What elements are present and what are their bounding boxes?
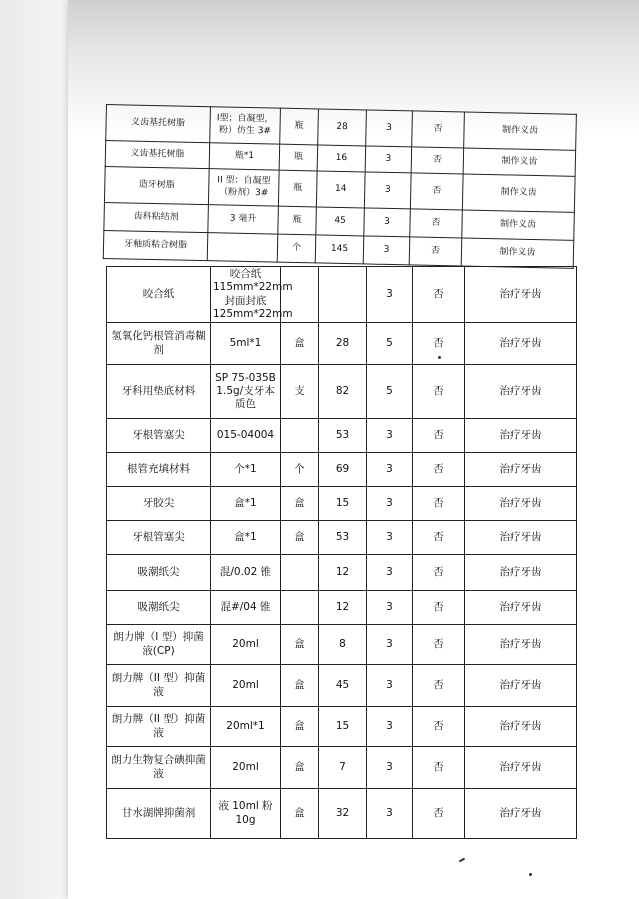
spec-cell: 咬合纸 115mm*22mm 封面封底 125mm*22mm — [211, 267, 281, 323]
table-row — [107, 267, 577, 323]
quantity-cell: 3 — [367, 665, 413, 707]
quantity-cell: 3 — [366, 110, 413, 147]
price-cell: 16 — [317, 145, 366, 172]
background-edge — [0, 0, 68, 899]
quantity-cell: 3 — [364, 172, 411, 209]
unit-cell: 盒 — [281, 747, 319, 789]
quantity-cell: 5 — [367, 365, 413, 419]
spec-cell: 015-04004 — [211, 419, 281, 453]
flag-cell: 否 — [413, 625, 465, 665]
flag-cell: 否 — [411, 147, 464, 174]
table-row — [107, 665, 577, 707]
price-cell — [319, 267, 367, 323]
item-name-cell: 根管充填材料 — [107, 453, 211, 487]
unit-cell: 盒 — [281, 487, 319, 521]
item-name-cell: 吸潮纸尖 — [107, 555, 211, 591]
price-cell: 8 — [319, 625, 367, 665]
quantity-cell: 3 — [365, 146, 412, 173]
stray-mark — [438, 356, 441, 359]
quantity-cell: 3 — [367, 521, 413, 555]
quantity-cell: 3 — [367, 625, 413, 665]
flag-cell: 否 — [413, 419, 465, 453]
item-name-cell: 朗力生物复合碘抑菌液 — [107, 747, 211, 789]
item-name-cell: 朗力牌（II 型）抑菌液 — [107, 665, 211, 707]
quantity-cell: 3 — [367, 555, 413, 591]
item-name-cell: 朗力牌（II 型）抑菌液 — [107, 707, 211, 747]
quantity-cell: 3 — [367, 707, 413, 747]
purpose-cell: 制作义齿 — [462, 210, 575, 240]
supply-table-upper — [103, 104, 577, 269]
unit-cell: 盒 — [281, 323, 319, 365]
price-cell: 12 — [319, 591, 367, 625]
spec-cell: 盒*1 — [211, 521, 281, 555]
table-row — [107, 487, 577, 521]
price-cell: 12 — [319, 555, 367, 591]
purpose-cell: 治疗牙齿 — [465, 487, 577, 521]
purpose-cell: 治疗牙齿 — [465, 789, 577, 839]
flag-cell: 否 — [413, 323, 465, 365]
item-name-cell: 牙科用垫底材料 — [107, 365, 211, 419]
flag-cell: 否 — [413, 267, 465, 323]
spec-cell: 20ml — [211, 747, 281, 789]
flag-cell: 否 — [413, 555, 465, 591]
unit-cell: 瓶 — [279, 144, 318, 171]
unit-cell — [281, 419, 319, 453]
purpose-cell: 治疗牙齿 — [465, 707, 577, 747]
item-name-cell: 齿科粘结剂 — [104, 202, 209, 232]
table-row — [107, 323, 577, 365]
spec-cell: 盒*1 — [211, 487, 281, 521]
item-name-cell: 氢氧化钙根管消毒糊剂 — [107, 323, 211, 365]
price-cell: 14 — [316, 171, 365, 208]
spec-cell: 混#/04 锥 — [211, 591, 281, 625]
flag-cell: 否 — [409, 237, 462, 266]
unit-cell — [281, 591, 319, 625]
price-cell: 53 — [319, 419, 367, 453]
flag-cell: 否 — [413, 365, 465, 419]
price-cell: 7 — [319, 747, 367, 789]
spec-cell: 混/0.02 锥 — [211, 555, 281, 591]
table-row — [107, 453, 577, 487]
flag-cell: 否 — [413, 453, 465, 487]
spec-cell: 液 10ml 粉 10g — [211, 789, 281, 839]
price-cell: 15 — [319, 487, 367, 521]
unit-cell: 个 — [277, 234, 316, 263]
item-name-cell: 吸潮纸尖 — [107, 591, 211, 625]
spec-cell: 3 毫升 — [208, 205, 279, 234]
purpose-cell: 制作义齿 — [463, 148, 576, 176]
spec-cell: 20ml*1 — [211, 707, 281, 747]
item-name-cell: 牙釉质粘合树脂 — [103, 230, 208, 260]
unit-cell: 瓶 — [278, 170, 317, 207]
spec-cell — [207, 233, 278, 262]
purpose-cell: 制作义齿 — [464, 112, 577, 150]
table-row — [107, 591, 577, 625]
item-name-cell: 牙胶尖 — [107, 487, 211, 521]
flag-cell: 否 — [413, 747, 465, 789]
quantity-cell: 5 — [367, 323, 413, 365]
table-row — [107, 707, 577, 747]
unit-cell: 盒 — [281, 665, 319, 707]
table-row — [107, 419, 577, 453]
price-cell: 45 — [319, 665, 367, 707]
purpose-cell: 治疗牙齿 — [465, 665, 577, 707]
quantity-cell: 3 — [367, 267, 413, 323]
item-name-cell: 义齿基托树脂 — [105, 141, 210, 169]
purpose-cell: 治疗牙齿 — [465, 747, 577, 789]
unit-cell: 盒 — [281, 789, 319, 839]
item-name-cell: 造牙树脂 — [104, 166, 209, 204]
flag-cell: 否 — [413, 591, 465, 625]
unit-cell: 个 — [281, 453, 319, 487]
table-row — [107, 365, 577, 419]
unit-cell: 盒 — [281, 625, 319, 665]
spec-cell: SP 75-035B 1.5g/支牙本质色 — [211, 365, 281, 419]
unit-cell: 盒 — [281, 707, 319, 747]
quantity-cell: 3 — [367, 419, 413, 453]
flag-cell: 否 — [412, 111, 465, 148]
spec-cell: 20ml — [211, 625, 281, 665]
purpose-cell: 制作义齿 — [461, 238, 574, 268]
purpose-cell: 制作义齿 — [462, 174, 575, 212]
unit-cell: 支 — [281, 365, 319, 419]
quantity-cell: 3 — [367, 591, 413, 625]
quantity-cell: 3 — [367, 747, 413, 789]
purpose-cell: 治疗牙齿 — [465, 323, 577, 365]
table-row — [107, 789, 577, 839]
table-row — [107, 747, 577, 789]
price-cell: 28 — [319, 323, 367, 365]
table-row — [107, 625, 577, 665]
table-row — [107, 521, 577, 555]
price-cell: 15 — [319, 707, 367, 747]
item-name-cell: 牙根管塞尖 — [107, 521, 211, 555]
purpose-cell: 治疗牙齿 — [465, 625, 577, 665]
unit-cell: 瓶 — [280, 108, 319, 145]
table-row — [107, 555, 577, 591]
quantity-cell: 3 — [364, 208, 411, 237]
price-cell: 53 — [319, 521, 367, 555]
purpose-cell: 治疗牙齿 — [465, 419, 577, 453]
spec-cell: 个*1 — [211, 453, 281, 487]
purpose-cell: 治疗牙齿 — [465, 555, 577, 591]
quantity-cell: 3 — [367, 453, 413, 487]
flag-cell: 否 — [410, 173, 463, 210]
item-name-cell: 朗力牌（I 型）抑菌液(CP) — [107, 625, 211, 665]
purpose-cell: 治疗牙齿 — [465, 591, 577, 625]
purpose-cell: 治疗牙齿 — [465, 453, 577, 487]
flag-cell: 否 — [413, 789, 465, 839]
flag-cell: 否 — [413, 665, 465, 707]
price-cell: 69 — [319, 453, 367, 487]
price-cell: 145 — [315, 235, 364, 264]
quantity-cell: 3 — [367, 487, 413, 521]
price-cell: 28 — [318, 109, 367, 146]
price-cell: 45 — [316, 207, 365, 236]
item-name-cell: 甘水湖牌抑菌剂 — [107, 789, 211, 839]
purpose-cell: 治疗牙齿 — [465, 267, 577, 323]
flag-cell: 否 — [410, 209, 463, 238]
spec-cell: 瓶*1 — [209, 143, 280, 170]
stray-mark — [529, 873, 532, 876]
quantity-cell: 3 — [367, 789, 413, 839]
item-name-cell: 义齿基托树脂 — [106, 105, 211, 143]
supply-table-lower — [106, 266, 577, 839]
flag-cell: 否 — [413, 487, 465, 521]
spec-cell: I型；自凝型，粉）仿生 3# — [210, 107, 281, 144]
flag-cell: 否 — [413, 521, 465, 555]
spec-cell: II 型：自凝型（粉剂）3# — [208, 169, 279, 206]
item-name-cell: 牙根管塞尖 — [107, 419, 211, 453]
unit-cell — [281, 555, 319, 591]
spec-cell: 20ml — [211, 665, 281, 707]
purpose-cell: 治疗牙齿 — [465, 521, 577, 555]
price-cell: 82 — [319, 365, 367, 419]
purpose-cell: 治疗牙齿 — [465, 365, 577, 419]
unit-cell: 盒 — [281, 521, 319, 555]
unit-cell: 瓶 — [278, 206, 317, 235]
flag-cell: 否 — [413, 707, 465, 747]
item-name-cell: 咬合纸 — [107, 267, 211, 323]
price-cell: 32 — [319, 789, 367, 839]
spec-cell: 5ml*1 — [211, 323, 281, 365]
quantity-cell: 3 — [363, 236, 410, 265]
